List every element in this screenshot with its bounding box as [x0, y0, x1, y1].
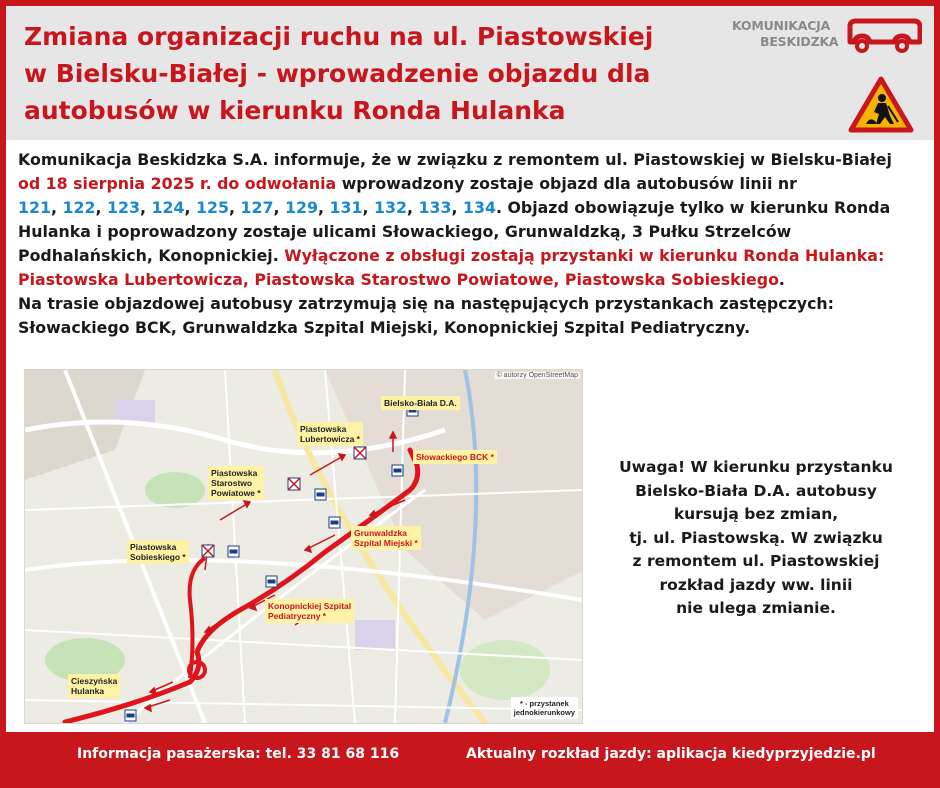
map-legend-note [511, 697, 578, 719]
label-starostwo [208, 466, 264, 500]
label-text: Piastowska [300, 424, 347, 434]
replacement-stops-list: Słowackiego BCK, Grunwaldzka Szpital Miejski, Konopnickiej Szpital Pediatryczny. [18, 318, 751, 337]
bus-line-number: 121 [18, 198, 51, 217]
label-text: Hulanka [71, 686, 105, 696]
header [6, 6, 934, 140]
label-cieszynska-hulanka [68, 674, 120, 698]
bus-line-number: 124 [151, 198, 185, 217]
text-line [18, 316, 913, 340]
side-note-line: rozkład jazdy ww. linii [659, 575, 853, 594]
text-line [18, 244, 913, 268]
closed-stops-list: Piastowska Lubertowicza, Piastowska Starostwo Powiatowe, Piastowska Sobieskiego [18, 270, 779, 289]
side-note [598, 456, 914, 621]
side-note-line: kursują bez zmian, [673, 505, 839, 523]
bus-line-number: 133 [418, 198, 452, 217]
note-text: * - przystanek [519, 699, 569, 708]
label-grunwaldzka [351, 526, 421, 550]
company-logo [732, 16, 922, 58]
side-note-line: Bielsko-Biała D.A. autobusy [635, 481, 877, 500]
label-slowackiego-bck [413, 450, 497, 464]
label-text: Starostwo [211, 478, 253, 488]
text-line [18, 196, 913, 220]
label-text: Grunwaldzka [354, 528, 407, 538]
text-segment: wprowadzony zostaje objazd dla autobusów linii nr [336, 174, 797, 193]
separator: , [228, 198, 241, 217]
label-text: Szpital Miejski * [354, 538, 418, 548]
text-line [18, 220, 913, 244]
text-segment: Na trasie objazdowej autobusy zatrzymują się na następujących przystankach zastępczych: [18, 294, 834, 313]
label-text: Piastowska [130, 542, 177, 552]
date-range: od 18 sierpnia 2025 r. do odwołania [18, 174, 337, 193]
bus-line-number: 125 [196, 198, 229, 217]
closed-stops-heading: Wyłączone z obsługi zostają przystanki w kierunku Ronda Hulanka: [284, 246, 885, 265]
label-text: Lubertowicza * [300, 434, 360, 444]
label-text: Sobieskiego * [130, 552, 186, 562]
map-attribution: © autorzy OpenStreetMap [496, 372, 578, 379]
footer-phone-info: Informacja pasażerska: tel. 33 81 68 116 [77, 746, 400, 762]
text-line [18, 148, 913, 172]
bus-line-number: 123 [107, 198, 140, 217]
side-note-line: z remontem ul. Piastowskiej [632, 552, 880, 570]
text-segment: Podhalańskich, Konopnickiej. [18, 246, 285, 265]
label-text: Piastowska [211, 468, 258, 478]
title-line: autobusów w kierunku Ronda Hulanka [24, 96, 566, 125]
label-text: Bielsko-Biała D.A. [384, 398, 457, 408]
poster [6, 6, 934, 732]
text-line [18, 172, 913, 196]
label-sobieskiego [127, 540, 189, 564]
separator: , [273, 198, 285, 217]
logo-text [732, 18, 838, 50]
bus-line-number: 127 [240, 198, 274, 217]
text-segment: Komunikacja Beskidzka S.A. informuje, że w związku z remontem ul. Piastowskiej w Bielsku-Białej [18, 150, 892, 169]
roadwork-warning-icon [848, 76, 914, 134]
bus-line-number: 134 [463, 198, 496, 217]
side-note-line: Uwaga! W kierunku przystanku [619, 458, 893, 476]
label-lubertowicza [297, 422, 363, 446]
label-text: Konopnickiej Szpital [268, 601, 352, 611]
title-line: Zmiana organizacji ruchu na ul. Piastowskiej [24, 22, 654, 51]
label-text: Cieszyńska [71, 676, 118, 686]
bus-line-number: 131 [329, 198, 363, 217]
footer-timetable-info: Aktualny rozkład jazdy: aplikacja kiedyprzyjedzie.pl [466, 746, 876, 762]
text-line [18, 292, 913, 316]
announcement-text [18, 148, 913, 340]
label-text: Pediatryczny * [268, 611, 327, 621]
title-line: w Bielsku-Białej - wprowadzenie objazdu dla [24, 59, 651, 88]
separator: , [362, 198, 374, 217]
side-note-line: nie ulega zmianie. [676, 599, 836, 617]
separator: , [50, 198, 63, 217]
label-bielsko-da [381, 396, 460, 410]
bus-line-number: 132 [374, 198, 407, 217]
detour-map [24, 369, 583, 724]
separator: , [95, 198, 107, 217]
logo-line: KOMUNIKACJA [732, 18, 831, 33]
text-line [18, 268, 913, 292]
text-segment: Hulanka i poprowadzony zostaje ulicami Słowackiego, Grunwaldzką, 3 Pułku Strzelców [18, 222, 792, 241]
separator: , [317, 198, 330, 217]
separator: , [406, 198, 419, 217]
label-text: Powiatowe * [211, 488, 261, 498]
text-segment: . Objazd obowiązuje tylko w kierunku Ronda [495, 198, 891, 217]
label-text: Słowackiego BCK * [416, 452, 494, 462]
separator: , [451, 198, 463, 217]
separator: , [184, 198, 196, 217]
side-note-line: tj. ul. Piastowską. W związku [629, 528, 883, 547]
logo-line: BESKIDZKA [760, 34, 839, 49]
note-text: jednokierunkowy [513, 708, 575, 717]
bus-line-number: 122 [62, 198, 96, 217]
footer [0, 732, 940, 788]
page-title [24, 18, 724, 129]
text-segment: . [778, 270, 785, 289]
label-konopnickiej [265, 599, 354, 623]
bus-line-number: 129 [285, 198, 318, 217]
bus-logo-icon [844, 18, 922, 54]
separator: , [139, 198, 152, 217]
bus-lines-list [18, 198, 496, 217]
